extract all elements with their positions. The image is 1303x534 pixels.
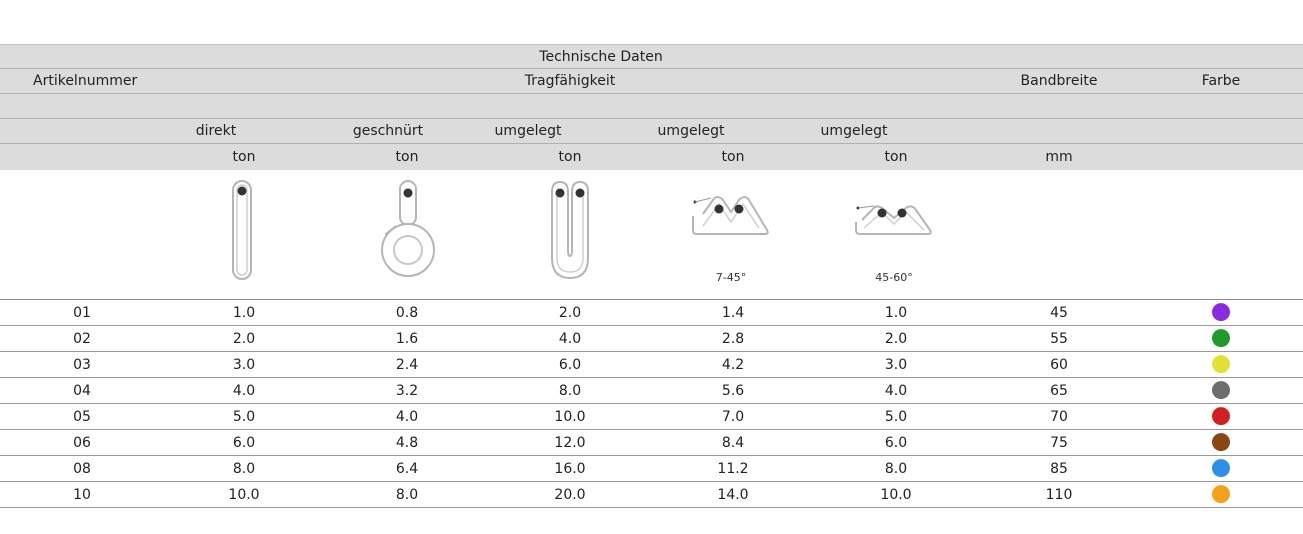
cell-choked: 2.4: [395, 356, 419, 373]
cell-basket-angle: 8.4: [721, 434, 745, 451]
cell-basket: 6.0: [558, 356, 582, 373]
title-row: [0, 44, 1303, 69]
sling-direct-icon: [230, 178, 254, 282]
cell-band-width: 45: [1050, 304, 1068, 321]
cell-band-width: 65: [1050, 382, 1068, 399]
cell-basket-wide-angle: 10.0: [880, 486, 912, 503]
table-row: [0, 326, 1303, 352]
sling-basket-icon: [548, 178, 592, 282]
cell-choked: 3.2: [395, 382, 419, 399]
angle-label-7-45: 7-45°: [715, 271, 747, 284]
cell-article-number: 02: [73, 330, 91, 347]
cell-direct: 4.0: [232, 382, 256, 399]
mode-header-row: [0, 119, 1303, 144]
cell-direct: 2.0: [232, 330, 256, 347]
cell-article-number: 08: [73, 460, 91, 477]
mode-basket: umgelegt: [494, 123, 562, 139]
table-row: [0, 352, 1303, 378]
header-capacity: Tragfähigkeit: [524, 73, 616, 89]
unit-direct: ton: [232, 149, 256, 165]
cell-article-number: 05: [73, 408, 91, 425]
cell-choked: 4.8: [395, 434, 419, 451]
cell-choked: 4.0: [395, 408, 419, 425]
mode-basket-angle: umgelegt: [657, 123, 725, 139]
cell-basket: 4.0: [558, 330, 582, 347]
cell-basket: 2.0: [558, 304, 582, 321]
cell-article-number: 06: [73, 434, 91, 451]
unit-choked: ton: [395, 149, 419, 165]
cell-basket: 16.0: [554, 460, 586, 477]
cell-basket-wide-angle: 4.0: [884, 382, 908, 399]
unit-basket-angle: ton: [721, 149, 745, 165]
cell-basket-angle: 5.6: [721, 382, 745, 399]
cell-direct: 3.0: [232, 356, 256, 373]
cell-basket-angle: 2.8: [721, 330, 745, 347]
cell-choked: 6.4: [395, 460, 419, 477]
header-article-number: Artikelnummer: [33, 73, 138, 89]
cell-basket-angle: 4.2: [721, 356, 745, 373]
header-color: Farbe: [1201, 73, 1241, 89]
sling-basket-wide-angle-icon: [852, 178, 936, 238]
cell-band-width: 110: [1045, 486, 1073, 503]
cell-band-width: 70: [1050, 408, 1068, 425]
cell-basket-angle: 11.2: [717, 460, 749, 477]
unit-row: [0, 144, 1303, 170]
color-swatch: [1212, 459, 1230, 477]
cell-basket-angle: 1.4: [721, 304, 745, 321]
table-row: [0, 404, 1303, 430]
cell-direct: 10.0: [228, 486, 260, 503]
mode-basket-wide-angle: umgelegt: [820, 123, 888, 139]
cell-direct: 8.0: [232, 460, 256, 477]
unit-band-width: mm: [1045, 149, 1073, 165]
cell-basket: 10.0: [554, 408, 586, 425]
table-row: [0, 300, 1303, 326]
cell-choked: 1.6: [395, 330, 419, 347]
data-rows: [0, 300, 1303, 508]
cell-article-number: 01: [73, 304, 91, 321]
cell-band-width: 85: [1050, 460, 1068, 477]
angle-label-45-60: 45-60°: [875, 271, 913, 284]
color-swatch: [1212, 355, 1230, 373]
blank-header-row: [0, 94, 1303, 119]
cell-direct: 1.0: [232, 304, 256, 321]
cell-article-number: 10: [73, 486, 91, 503]
cell-direct: 5.0: [232, 408, 256, 425]
table-row: [0, 482, 1303, 508]
color-swatch: [1212, 485, 1230, 503]
cell-basket-wide-angle: 6.0: [884, 434, 908, 451]
color-swatch: [1212, 407, 1230, 425]
sling-icons-row: [0, 170, 1303, 300]
cell-basket-wide-angle: 1.0: [884, 304, 908, 321]
cell-basket-wide-angle: 8.0: [884, 460, 908, 477]
cell-band-width: 55: [1050, 330, 1068, 347]
mode-direct: direkt: [195, 123, 237, 139]
technical-data-table: [0, 44, 1303, 508]
cell-band-width: 75: [1050, 434, 1068, 451]
cell-choked: 0.8: [395, 304, 419, 321]
unit-basket: ton: [558, 149, 582, 165]
cell-basket: 8.0: [558, 382, 582, 399]
unit-basket-wide-angle: ton: [884, 149, 908, 165]
cell-article-number: 03: [73, 356, 91, 373]
cell-basket-angle: 14.0: [717, 486, 749, 503]
cell-basket-angle: 7.0: [721, 408, 745, 425]
table-title: Technische Daten: [539, 48, 663, 65]
header-band-width: Bandbreite: [1020, 73, 1098, 89]
table-row: [0, 456, 1303, 482]
table-row: [0, 430, 1303, 456]
cell-basket: 20.0: [554, 486, 586, 503]
cell-basket-wide-angle: 5.0: [884, 408, 908, 425]
cell-basket-wide-angle: 3.0: [884, 356, 908, 373]
color-swatch: [1212, 329, 1230, 347]
cell-choked: 8.0: [395, 486, 419, 503]
cell-basket-wide-angle: 2.0: [884, 330, 908, 347]
cell-band-width: 60: [1050, 356, 1068, 373]
mode-choked: geschnürt: [352, 123, 424, 139]
sling-choked-icon: [376, 178, 440, 282]
cell-article-number: 04: [73, 382, 91, 399]
color-swatch: [1212, 381, 1230, 399]
column-header-row: [0, 69, 1303, 94]
color-swatch: [1212, 303, 1230, 321]
sling-basket-angle-icon: [689, 178, 773, 238]
cell-direct: 6.0: [232, 434, 256, 451]
table-row: [0, 378, 1303, 404]
cell-basket: 12.0: [554, 434, 586, 451]
color-swatch: [1212, 433, 1230, 451]
